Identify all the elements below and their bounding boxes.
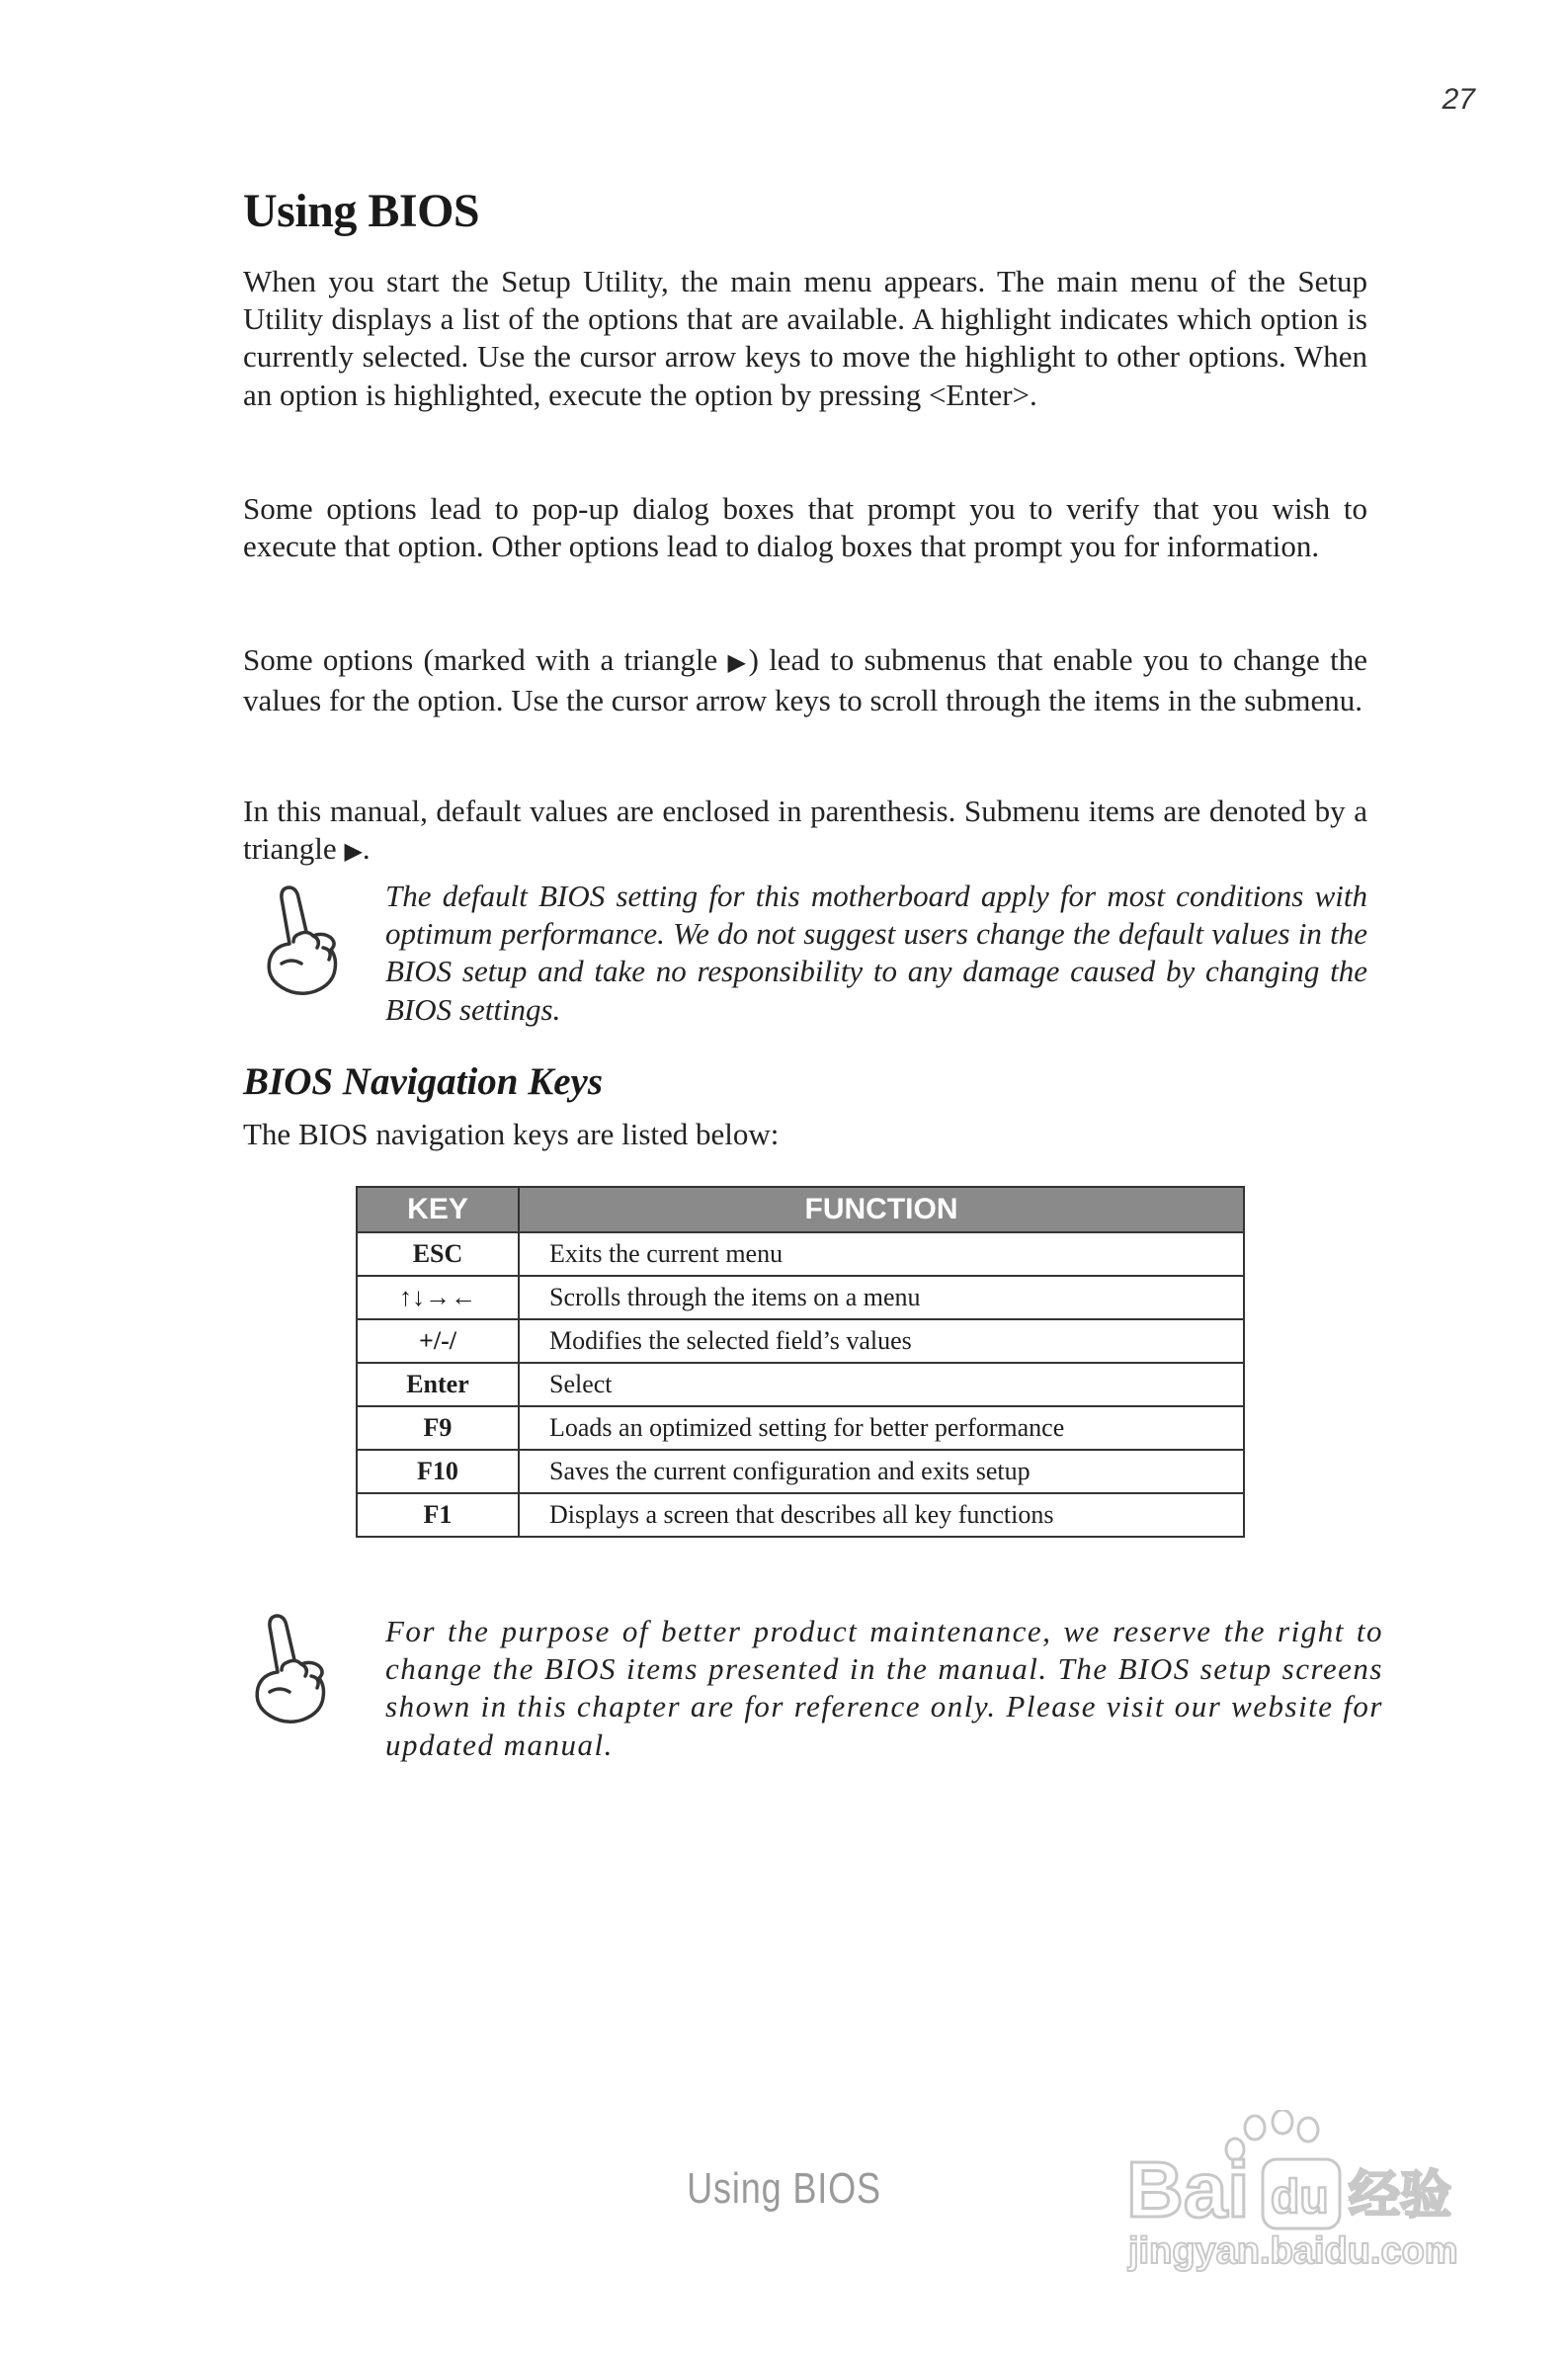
key-cell: F1 xyxy=(357,1493,519,1537)
svg-text:du: du xyxy=(1271,2171,1329,2224)
page-title: Using BIOS xyxy=(243,185,480,237)
section-title-navigation-keys: BIOS Navigation Keys xyxy=(243,1060,604,1103)
table-row xyxy=(357,1450,1244,1493)
triangle-icon: ▶ xyxy=(727,650,749,676)
function-cell: Saves the current configuration and exits setup xyxy=(519,1450,1244,1493)
table-row xyxy=(357,1406,1244,1450)
paragraph-dialogs: Some options lead to pop-up dialog boxes that prompt you to verify that you wish to execute that option. Other options lead to dialog boxes that prompt you for information. xyxy=(243,491,1367,564)
key-cell: +/-/ xyxy=(357,1319,519,1363)
page-number: 27 xyxy=(1442,83,1475,116)
key-cell: ESC xyxy=(357,1232,519,1276)
navigation-keys-table xyxy=(356,1186,1245,1538)
page-footer: Using BIOS xyxy=(687,2164,881,2213)
table-row xyxy=(357,1232,1244,1276)
function-cell: Scrolls through the items on a menu xyxy=(519,1276,1244,1319)
table-row xyxy=(357,1363,1244,1406)
header-key: KEY xyxy=(357,1187,519,1232)
key-cell: Enter xyxy=(357,1363,519,1406)
table-row xyxy=(357,1319,1244,1363)
paragraph-submenus: Some options (marked with a triangle ▶) lead to submenus that enable you to change the values for the option. Use the cursor arrow keys to scroll through the items in the submenu. xyxy=(243,642,1367,718)
pointing-hand-icon xyxy=(240,1613,349,1731)
key-cell: ↑↓→← xyxy=(357,1276,519,1319)
triangle-icon: ▶ xyxy=(344,839,363,866)
table-row xyxy=(357,1276,1244,1319)
function-cell: Exits the current menu xyxy=(519,1232,1244,1276)
navigation-keys-intro: The BIOS navigation keys are listed below: xyxy=(243,1117,780,1151)
watermark-url-text: jingyan.baidu.com xyxy=(1128,2230,1458,2272)
key-cell: F9 xyxy=(357,1406,519,1450)
function-cell: Loads an optimized setting for better performance xyxy=(519,1406,1244,1450)
header-function: FUNCTION xyxy=(519,1187,1244,1232)
function-cell: Displays a screen that describes all key functions xyxy=(519,1493,1244,1537)
table-row xyxy=(357,1493,1244,1537)
pointing-hand-icon xyxy=(252,884,361,1003)
note-default-settings: The default BIOS setting for this motherboard apply for most conditions with optimum performance. We do not suggest users change the default values in the BIOS setup and take no responsibility to any damage caused by changing the BIOS settings. xyxy=(385,879,1367,1027)
watermark-brand-text: Bai xyxy=(1126,2145,1250,2233)
function-cell: Modifies the selected field’s values xyxy=(519,1319,1244,1363)
paragraph-intro: When you start the Setup Utility, the main menu appears. The main menu of the Setup Utility displays a list of the options that are available. A highlight indicates which option is currently selected. Use the cursor arrow keys to move the highlight to other options. When an option is highlighted, execute the option by pressing <Enter>. xyxy=(243,264,1367,412)
paragraph-defaults: In this manual, default values are enclosed in parenthesis. Submenu items are denoted by a triangle ▶. xyxy=(243,794,1367,867)
svg-text:经验: 经验 xyxy=(1349,2166,1452,2226)
baidu-jingyan-watermark xyxy=(1107,2110,1472,2278)
key-cell: F10 xyxy=(357,1450,519,1493)
table-header-row xyxy=(357,1187,1244,1232)
function-cell: Select xyxy=(519,1363,1244,1406)
note-maintenance: For the purpose of better product maintenance, we reserve the right to change the BIOS items presented in the manual. The BIOS setup screens shown in this chapter are for reference only. Please visit our website for updated manual. xyxy=(385,1614,1383,1762)
